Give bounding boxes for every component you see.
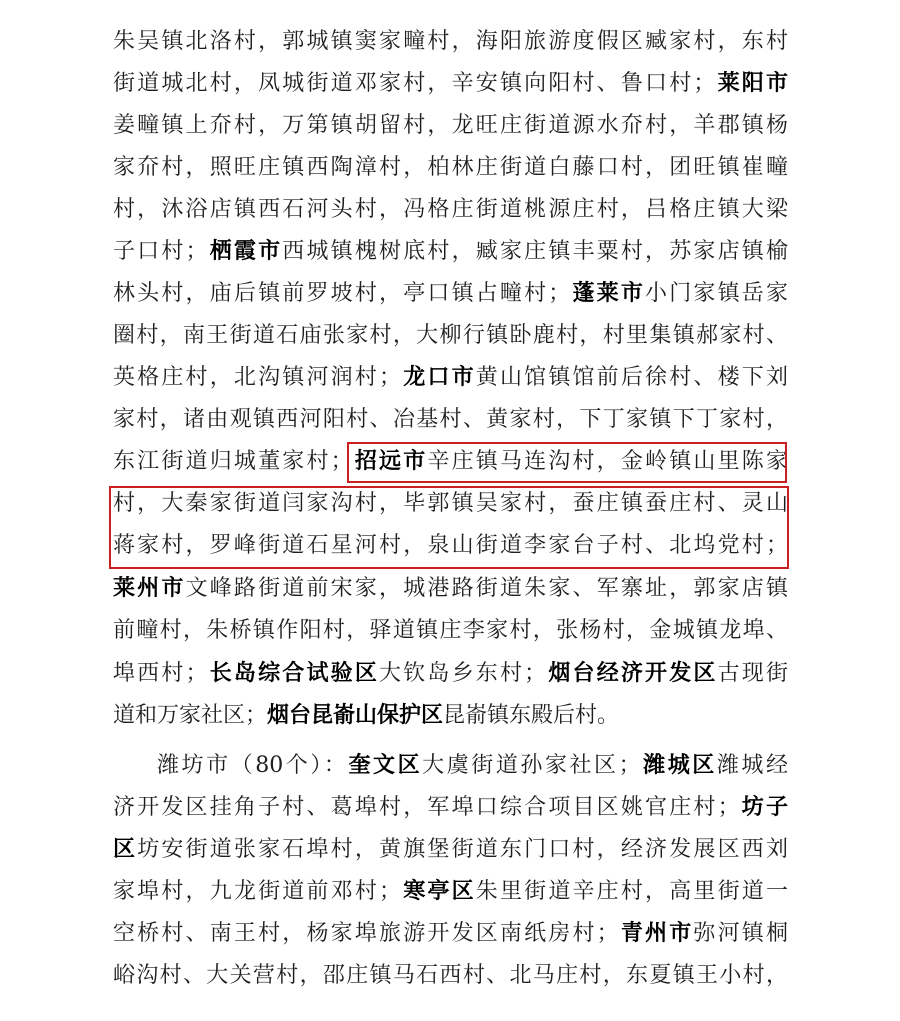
text-line xyxy=(113,870,788,914)
text-segment: 黄山馆镇馆前后徐村、楼下刘 xyxy=(475,365,788,390)
text-line xyxy=(113,609,788,653)
text-line xyxy=(113,912,788,956)
region-heading: 招远市 xyxy=(352,449,428,474)
text-line xyxy=(113,356,788,400)
text-segment: 古现街 xyxy=(717,661,788,686)
text-segment: 家夼村，照旺庄镇西陶漳村，柏林庄街道白藤口村，团旺镇崔疃 xyxy=(113,155,788,180)
text-segment: 朱吴镇北洛村，郭城镇窦家疃村，海阳旅游度假区臧家村，东村 xyxy=(113,29,788,54)
text-segment: 圈村，南王街道石庙张家村，大柳行镇卧鹿村，村里集镇郝家村、 xyxy=(113,323,788,348)
text-segment: 林头村，庙后镇前罗坡村，亭口镇占疃村； xyxy=(113,281,571,306)
text-line xyxy=(113,188,788,232)
text-segment: 大钦岛乡东村； xyxy=(379,661,547,686)
text-line xyxy=(113,954,788,998)
region-heading: 烟台昆嵛山保护区 xyxy=(267,703,444,728)
text-line xyxy=(113,398,788,442)
highlight-box-1 xyxy=(347,442,787,483)
text-segment: 前疃村，朱桥镇作阳村，驿道镇庄李家村，张杨村，金城镇龙埠、 xyxy=(113,618,788,643)
text-line xyxy=(113,272,788,316)
text-segment: 东江街道归城董家村； xyxy=(113,449,353,474)
text-segment: 子口村； xyxy=(113,239,208,264)
text-segment: 坊安街道张家石埠村，黄旗堡街道东门口村，经济发展区西刘 xyxy=(137,837,788,862)
text-segment: 家村，诸由观镇西河阳村、冶基村、黄家村，下丁家镇下丁家村， xyxy=(113,407,788,432)
text-line xyxy=(113,20,788,64)
region-heading: 潍城区 xyxy=(640,753,717,778)
text-segment: 济开发区挂角子村、葛埠村，军埠口综合项目区姚官庄村； xyxy=(113,795,740,820)
region-heading: 烟台经济开发区 xyxy=(546,661,718,686)
text-line xyxy=(113,652,788,696)
region-heading: 区 xyxy=(113,837,138,862)
text-segment: 文峰路街道前宋家，城港路街道朱家、军寨址，郭家店镇 xyxy=(185,576,788,601)
text-line xyxy=(113,62,788,106)
text-segment: 弥河镇桐 xyxy=(693,921,788,946)
text-segment: 西城镇槐树底村，臧家庄镇丰粟村，苏家店镇榆 xyxy=(282,239,788,264)
text-segment: 辛庄镇马连沟村，金岭镇山里陈家 xyxy=(427,449,788,474)
region-heading: 寒亭区 xyxy=(401,879,476,904)
text-segment: 大虞街道孙家社区； xyxy=(422,753,641,778)
region-heading: 莱阳市 xyxy=(715,71,788,96)
text-line xyxy=(113,230,788,274)
region-heading: 长岛综合试验区 xyxy=(207,661,380,686)
text-line xyxy=(113,694,788,738)
text-segment: 道和万家社区； xyxy=(113,703,268,728)
text-segment: 潍坊市（80个）： xyxy=(157,753,349,778)
text-line xyxy=(157,744,788,788)
text-segment: 峪沟村、大关营村，邵庄镇马石西村、北马庄村，东夏镇王小村， xyxy=(113,963,788,988)
text-segment: 村，沐浴店镇西石河头村，冯格庄街道桃源庄村，吕格庄镇大梁 xyxy=(113,197,788,222)
text-line xyxy=(113,314,788,358)
text-line xyxy=(113,567,788,611)
text-segment: 姜疃镇上夼村，万第镇胡留村，龙旺庄街道源水夼村，羊郡镇杨 xyxy=(113,113,788,138)
text-segment: 小门家镇岳家 xyxy=(645,281,788,306)
text-line xyxy=(113,104,788,148)
text-segment: 英格庄村，北沟镇河润村； xyxy=(113,365,402,390)
region-heading: 龙口市 xyxy=(401,365,476,390)
text-line xyxy=(113,146,788,190)
region-heading: 莱州市 xyxy=(113,576,186,601)
text-segment: 朱里街道辛庄村，高里街道一 xyxy=(475,879,788,904)
text-segment: 村，大秦家街道闫家沟村，毕郭镇吴家村，蚕庄镇蚕庄村、灵山 xyxy=(113,491,788,516)
text-segment: 埠西村； xyxy=(113,661,208,686)
text-segment: 蒋家村，罗峰街道石星河村，泉山街道李家台子村、北坞党村； xyxy=(113,533,788,558)
highlight-box-2 xyxy=(109,486,789,569)
text-segment: 家埠村，九龙街道前邓村； xyxy=(113,879,402,904)
text-segment: 潍城经 xyxy=(716,753,788,778)
region-heading: 坊子 xyxy=(739,795,788,820)
text-line xyxy=(113,786,788,830)
text-segment: 昆嵛镇东殿后村。 xyxy=(443,703,620,728)
region-heading: 蓬莱市 xyxy=(570,281,646,306)
text-line xyxy=(113,828,788,872)
region-heading: 奎文区 xyxy=(348,753,423,778)
region-heading: 青州市 xyxy=(618,921,694,946)
text-segment: 空桥村、南王村，杨家埠旅游开发区南纸房村； xyxy=(113,921,619,946)
region-heading: 栖霞市 xyxy=(207,239,283,264)
text-segment: 街道城北村，凤城街道邓家村，辛安镇向阳村、鲁口村； xyxy=(113,71,716,96)
